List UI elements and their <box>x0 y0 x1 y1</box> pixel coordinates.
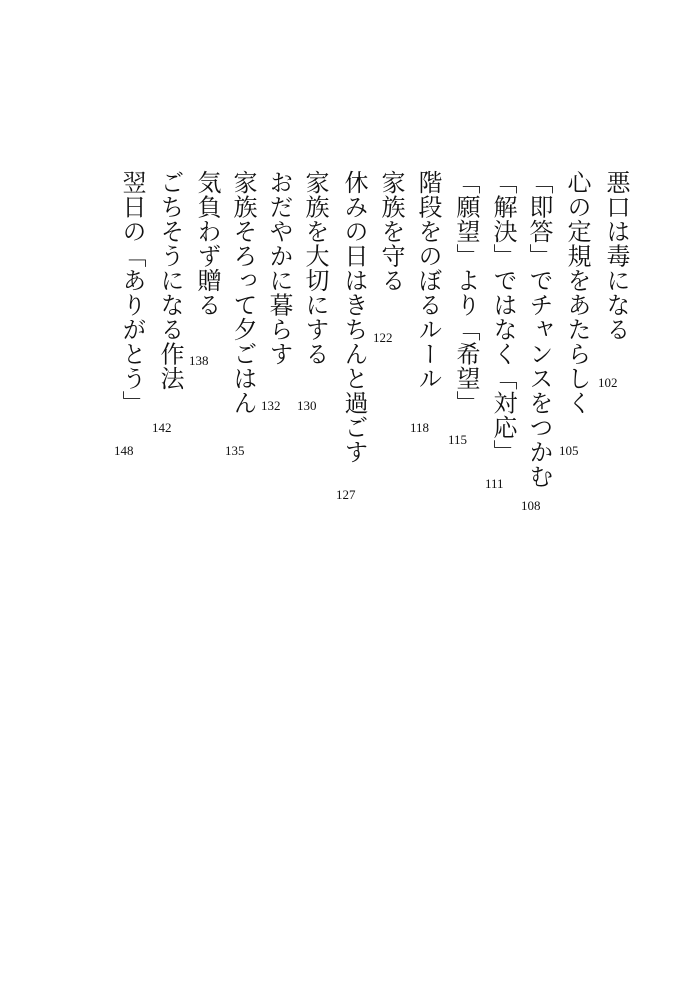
toc-entry-page-number: 122 <box>373 330 393 345</box>
toc-entry-title: 「願望」より「希望」 <box>452 170 480 415</box>
toc-entry-page-number: 108 <box>521 498 541 513</box>
toc-entry-title: 悪口は毒になる <box>602 170 630 342</box>
toc-entry-title: 家族そろって夕ごはん <box>229 170 257 415</box>
toc-entry-page-number: 135 <box>225 443 245 458</box>
toc-entry-page-number: 138 <box>189 353 209 368</box>
toc-entry-title: 休みの日はきちんと過ごす <box>340 170 368 464</box>
toc-entry-title: 気負わず贈る <box>193 170 221 317</box>
toc-entry-page-number: 132 <box>261 398 281 413</box>
toc-entry-title: おだやかに暮らす <box>265 170 293 366</box>
toc-entry-page-number: 142 <box>152 420 172 435</box>
toc-entry-title: ごちそうになる作法 <box>156 170 184 391</box>
toc-entry-page-number: 148 <box>114 443 134 458</box>
toc-entry-title: 家族を大切にする <box>301 170 329 366</box>
toc-entry-title: 家族を守る <box>377 170 405 293</box>
toc-entry-page-number: 102 <box>598 375 618 390</box>
toc-entry-title: 翌日の「ありがとう」 <box>118 170 146 415</box>
toc-entry-title: 「解決」ではなく「対応」 <box>489 170 517 464</box>
toc-entry-title: 「即答」でチャンスをつかむ <box>525 170 553 489</box>
toc-entry-page-number: 105 <box>559 443 579 458</box>
toc-entry-page-number: 111 <box>485 476 504 491</box>
toc-entry-title: 心の定規をあたらしく <box>563 170 591 415</box>
toc-entry-page-number: 115 <box>448 432 468 447</box>
toc-entry-page-number: 118 <box>410 420 430 435</box>
toc-entry-title: 階段をのぼるルール <box>414 170 442 391</box>
toc-entry-page-number: 127 <box>336 487 356 502</box>
toc-entry-page-number: 130 <box>297 398 317 413</box>
